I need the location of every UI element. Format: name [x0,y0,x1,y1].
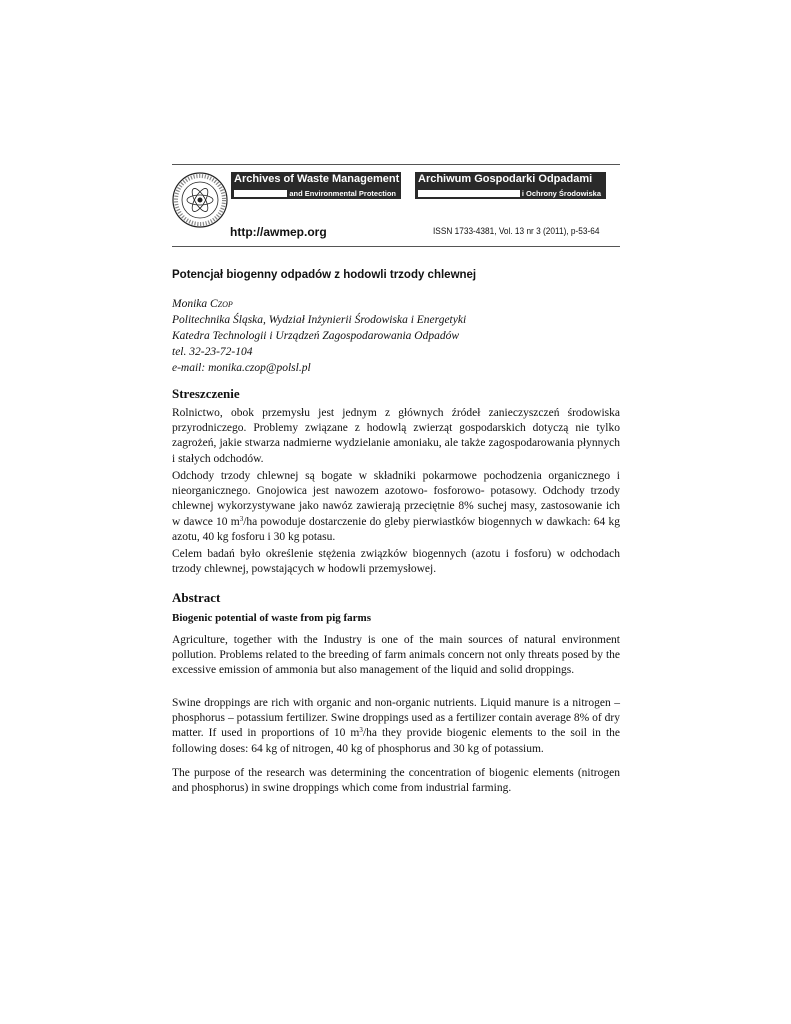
author-name: Monika Czop [172,298,233,310]
issn-citation: ISSN 1733-4381, Vol. 13 nr 3 (2011), p-53-64 [433,226,600,236]
streszczenie-paragraph-3: Celem badań było określenie stężenia związków biogennych (azotu i fosforu) w odchodach trzody chlewnej, powstających w hodowli przemysłowej. [172,548,620,576]
streszczenie-paragraph-2: Odchody trzody chlewnej są bogate w składniki pokarmowe pochodzenia organicznego i nieorganicznego. Gnojowica jest nawozem azotowo- fosforowo- potasowy. Odchody trzody chlewnej wykorzystywane jako nawóz zawierają przeciętnie 8% suchej masy, zastosowanie ich w dawce 10 $m^3/ha$ powoduje dostarczenie do gleby pierwiastków biogennych w dawkach: 64 kg azotu, 40 kg fosforu i 30 kg potasu. [172,470,620,543]
article-title: Potencjał biogenny odpadów z hodowli trzody chlewnej [172,269,477,281]
abstract-paragraph-2: Swine droppings are rich with organic and non-organic nutrients. Liquid manure is a nitrogen – phosphorus – potassium fertilizer. Swine droppings used as a fertilizer contain average 8% of dry matter. If used in proportions of 10 $m^3/ha$ they provide biogenic elements to the soil in the following doses: 64 kg of nitrogen, 40 kg of phosphorus and 30 kg of potassium. [172,697,620,755]
header-bottom-rule [172,246,620,247]
author-phone: tel. 32-23-72-104 [172,346,253,358]
abstract-subtitle: Biogenic potential of waste from pig farms [172,612,371,624]
abstract-heading: Abstract [172,590,221,605]
abstract-paragraph-1: Agriculture, together with the Industry is one of the main sources of natural environment pollution. Problems related to the breeding of farm animals concern not only threats posed by the excessive emission of ammonia but also management of the liquid and solid droppings. [172,634,620,677]
author-affiliation: Politechnika Śląska, Wydział Inżynierii Środowiska i Energetyki [172,314,467,326]
journal-banner-english [231,172,401,199]
journal-url[interactable]: http://awmep.org [230,225,327,239]
streszczenie-heading: Streszczenie [172,386,240,401]
banner-english-subtitle: and Environmental Protection [289,189,396,198]
header-top-rule [172,164,620,165]
journal-banner-polish [415,172,606,199]
banner-polish-subtitle: i Ochrony Środowiska [521,189,601,198]
author-department: Katedra Technologii i Urządzeń Zagospodarowania Odpadów [172,330,459,342]
banner-polish-title: Archiwum Gospodarki Odpadami [418,173,593,185]
abstract-paragraph-3: The purpose of the research was determining the concentration of biogenic elements (nitrogen and phosphorus) in swine droppings which come from industrial farming. [172,767,620,795]
journal-seal-logo [172,172,228,228]
banner-english-title: Archives of Waste Management [234,173,400,185]
author-block [172,296,466,376]
streszczenie-paragraph-1: Rolnictwo, obok przemysłu jest jednym z głównych źródeł zanieczyszczeń środowiska przyrodniczego. Problemy związane z hodowlą zwierząt gospodarskich dotyczą nie tylko zagrożeń, jakie stwarza nadmierne wydzielanie amoniaku, ale także zagospodarowania płynnych i stałych odchodów. [172,407,620,465]
author-email: e-mail: monika.czop@polsl.pl [172,362,311,374]
